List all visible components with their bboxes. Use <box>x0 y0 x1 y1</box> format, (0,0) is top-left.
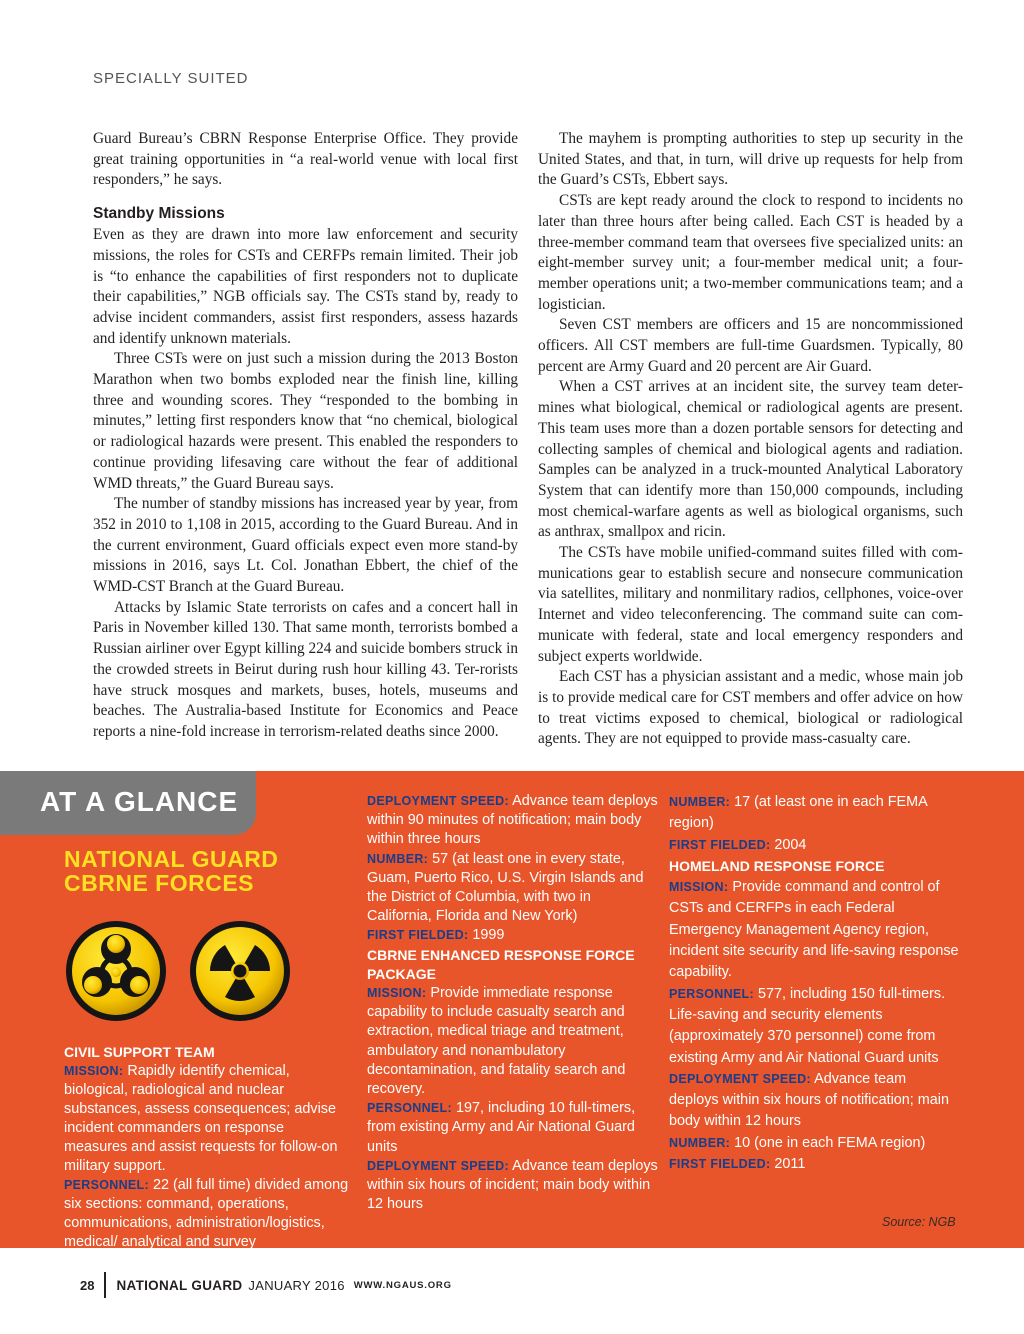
number-label: NUMBER: <box>367 851 429 866</box>
issue-date: JANUARY 2016 <box>248 1277 345 1293</box>
forces-title-line: NATIONAL GUARD <box>64 846 279 872</box>
cst-deployment-speed <box>367 792 659 850</box>
number-text: 10 (one in each FEMA region) <box>734 1134 926 1151</box>
deployment-speed-label: DEPLOYMENT SPEED: <box>367 1158 509 1173</box>
magazine-name: NATIONAL GUARD <box>116 1277 243 1293</box>
mission-label: MISSION: <box>64 1064 124 1078</box>
website-link[interactable]: WWW.NGAUS.ORG <box>353 1279 452 1291</box>
cerfp-deployment-speed <box>367 1157 659 1215</box>
cerfp-mission <box>367 984 659 1099</box>
mission-text: Rapidly identify chemical, biological, radiological and nuclear substances, assess consequences; advise incident commanders on response measures and assist requests for follow-on military support. <box>64 1063 338 1174</box>
hrf-mission <box>669 877 959 983</box>
hrf-personnel <box>669 984 959 1069</box>
hrf-heading: HOMELAND RESPONSE FORCE <box>669 857 885 874</box>
first-fielded-label: FIRST FIELDED: <box>367 928 469 943</box>
deployment-speed-label: DEPLOYMENT SPEED: <box>367 794 509 808</box>
mission-label: MISSION: <box>367 986 427 1001</box>
at-a-glance-panel <box>0 771 1024 1248</box>
footer-divider <box>104 1272 106 1298</box>
paragraph: When a CST arrives at an incident site, the survey team deter-mines what biological, chemical or radiological agents are present. This team uses more than a dozen portable sensors for detecting and collecting samples of chemical and biological agents and radiation. Samples can be analyzed in a truck-mounted Analytical Laboratory System that can identify more than 150,000 compounds, including most chemical-warfare agents as well as biological organisms, such as anthrax, smallpox and ricin. <box>538 378 963 541</box>
paragraph: CSTs are kept ready around the clock to respond to incidents no later than three hours after being called. Each CST is headed by a three-member command team that oversees five specialized units: an eight-member survey unit; a four-member medical unit; a four-member operations unit; a two-member communications team; and a logistician. <box>538 192 963 313</box>
paragraph: Guard Bureau’s CBRN Response Enterprise Office. They provide great training opportunities in “a real-world venue with local first responders,” he says. <box>93 130 518 189</box>
paragraph: Attacks by Islamic State terrorists on cafes and a concert hall in Paris in November killed 130. That same month, terrorists bombed a Russian airliner over Egypt killing 224 and suicide bombers struck in the crowded streets in Beirut during rush hour killing 43. Ter-rorists have struck mosques and markets, buses, hotels, museums and beaches. The Australia-based Institute for Economics and Peace reports a nine-fold increase in terrorism-related deaths since 2000. <box>93 598 518 740</box>
glance-title: AT A GLANCE <box>40 786 239 817</box>
cerfp-number <box>669 792 959 835</box>
forces-title <box>64 847 324 895</box>
deployment-speed-label: DEPLOYMENT SPEED: <box>669 1071 811 1086</box>
glance-tab <box>0 771 256 835</box>
cerfp-heading: CBRNE ENHANCED RESPONSE FORCE PACKAGE <box>367 946 635 982</box>
first-fielded-label: FIRST FIELDED: <box>669 1157 771 1172</box>
hrf-first-fielded <box>669 1154 959 1175</box>
first-fielded-text: 2011 <box>774 1156 806 1173</box>
paragraph: The CSTs have mobile unified-command suites filled with com-munications gear to establish secure and nonsecure communication via satellites, military and nonmilitary radios, cellphones, voice-over Internet and video teleconferencing. The command suite can com-municate with federal, state and local emergency responders and subject experts worldwide. <box>538 544 963 665</box>
glance-column-2 <box>367 792 659 1214</box>
personnel-text: 197, including 10 full-timers, from existing Army and Air National Guard units <box>367 1100 636 1155</box>
paragraph: The number of standby missions has increased year by year, from 352 in 2010 to 1,108 in 2015, according to the Guard Bureau. And in the current environment, Guard officials expect even more stand-by missions in 2016, says Lt. Col. Jonathan Ebbert, the chief of the WMD-CST Branch at the Guard Bureau. <box>93 495 518 596</box>
cst-personnel <box>64 1176 349 1252</box>
personnel-label: PERSONNEL: <box>64 1178 149 1192</box>
mission-label: MISSION: <box>669 880 729 895</box>
article-column-left <box>93 129 518 743</box>
radiation-icon <box>190 921 290 1021</box>
personnel-text: 577, including 150 full-timers. Life-saving and security elements (approximately 370 personnel) come from existing Army and Air National Guard units <box>669 985 946 1066</box>
glance-column-1 <box>64 1043 349 1252</box>
deployment-speed-text: Advance team deploys within six hours of notification; main body within 12 hours <box>669 1070 949 1130</box>
subheading: Standby Missions <box>93 205 225 223</box>
paragraph: The mayhem is prompting authorities to step up security in the United States, and that, in turn, will drive up requests for help from the Guard’s CSTs, Ebbert says. <box>538 130 963 189</box>
personnel-label: PERSONNEL: <box>669 986 754 1001</box>
forces-title-line: CBRNE FORCES <box>64 870 255 896</box>
cerfp-first-fielded <box>669 835 959 856</box>
personnel-text: 22 (all full time) divided among six sections: command, operations, communications, administration/logistics, medical/ analytical and survey <box>64 1177 349 1250</box>
article-column-right <box>538 129 963 750</box>
cst-heading: CIVIL SUPPORT TEAM <box>64 1044 215 1060</box>
number-label: NUMBER: <box>669 795 731 809</box>
biohazard-icon <box>66 921 166 1021</box>
section-label: SPECIALLY SUITED <box>93 70 249 87</box>
cst-first-fielded <box>367 926 659 945</box>
first-fielded-text: 1999 <box>472 927 505 944</box>
deployment-speed-text: Advance team deploys within six hours of incident; main body within 12 hours <box>367 1157 658 1213</box>
paragraph: Seven CST members are officers and 15 are noncommissioned officers. All CST members are full-time Guardsmen. Typically, 80 percent are Army Guard and 20 percent are Air Guard. <box>538 316 963 375</box>
hrf-number <box>669 1133 959 1154</box>
cst-number <box>367 850 659 927</box>
personnel-label: PERSONNEL: <box>367 1101 452 1116</box>
hrf-deployment-speed <box>669 1069 959 1133</box>
page-footer <box>80 1272 452 1298</box>
cst-mission <box>64 1062 349 1176</box>
number-label: NUMBER: <box>669 1135 731 1150</box>
page-number: 28 <box>80 1277 95 1293</box>
glance-column-3 <box>669 792 959 1175</box>
paragraph: Each CST has a physician assistant and a medic, whose main job is to provide medical care for CST members and offer advice on how to treat victims exposed to chemical, biological or radiological agents. They are not equipped to provide mass-casualty care. <box>538 668 963 748</box>
mission-text: Provide command and control of CSTs and CERFPs in each Federal Emergency Management Agency region, incident site security and life-saving response capability. <box>669 879 959 981</box>
number-text: 17 (at least one in each FEMA region) <box>669 794 927 832</box>
source-note: Source: NGB <box>882 1215 956 1229</box>
cerfp-personnel <box>367 1099 659 1157</box>
paragraph: Three CSTs were on just such a mission during the 2013 Boston Marathon when two bombs exploded near the finish line, killing three and wounding scores. They “responded to the bombing in minutes,” letting first responders know that “no chemical, biological or radiological hazards were present. This enabled the responders to continue providing lifesaving care without the fear of additional WMD threats,” the Guard Bureau says. <box>93 350 518 492</box>
first-fielded-label: FIRST FIELDED: <box>669 837 771 852</box>
deployment-speed-text: Advance team deploys within 90 minutes of notification; main body within three hours <box>367 793 658 848</box>
number-text: 57 (at least one in every state, Guam, Puerto Rico, U.S. Virgin Islands and the District of Columbia, with two in California, Florida and New York) <box>367 850 644 925</box>
paragraph: Even as they are drawn into more law enforcement and security missions, the roles for CSTs and CERFPs remain limited. Their job is “to enhance the capabilities of first responders not to duplicate their capabilities,” NGB officials say. The CSTs stand by, ready to advise incident commanders, assist first responders, assess hazards and identify unknown materials. <box>93 226 518 347</box>
mission-text: Provide immediate response capability to include casualty search and extraction, medical triage and treatment, ambulatory and nonambulatory decontamination, and fatality search and recovery. <box>367 985 626 1098</box>
first-fielded-text: 2004 <box>774 836 807 853</box>
hazard-icons <box>64 917 304 1032</box>
